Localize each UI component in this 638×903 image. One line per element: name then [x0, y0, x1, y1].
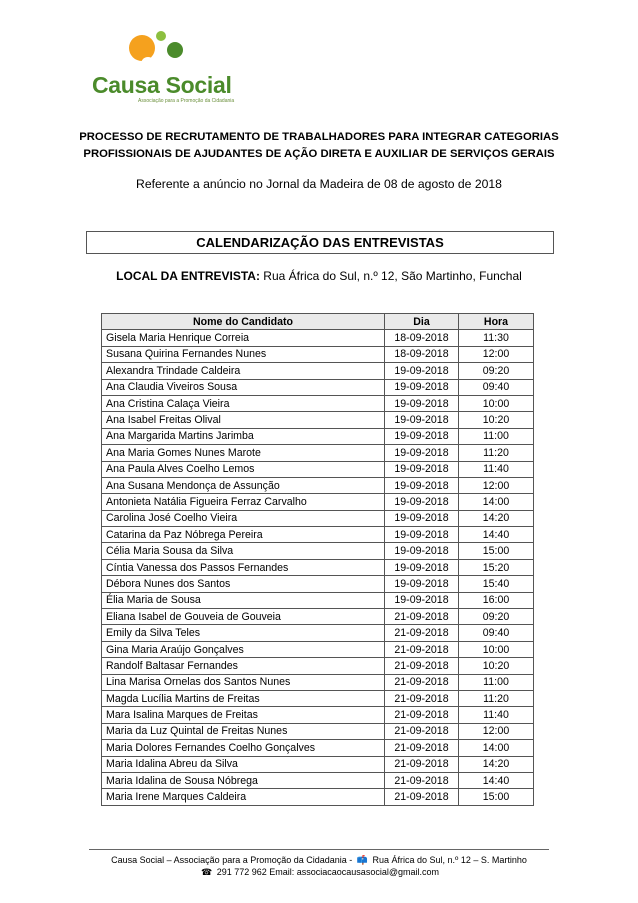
table-row: [102, 379, 534, 395]
interview-time: 14:00: [459, 740, 534, 756]
footer-address: Rua África do Sul, n.º 12 – S. Martinho: [370, 855, 527, 865]
interview-time: 11:20: [459, 445, 534, 461]
interview-time: 11:00: [459, 428, 534, 444]
interview-time: 14:40: [459, 527, 534, 543]
candidate-name: Ana Isabel Freitas Olival: [102, 412, 385, 428]
footer-association: Causa Social – Associação para a Promoção da Cidadania -: [111, 855, 355, 865]
column-header-name: Nome do Candidato: [102, 314, 385, 330]
interview-time: 10:20: [459, 658, 534, 674]
interview-day: 19-09-2018: [385, 477, 459, 493]
table-row: [102, 609, 534, 625]
table-row: [102, 658, 534, 674]
table-row: [102, 477, 534, 493]
candidate-name: Maria Idalina de Sousa Nóbrega: [102, 772, 385, 788]
causa-social-logo: [88, 28, 235, 110]
candidate-name: Gina Maria Araújo Gonçalves: [102, 641, 385, 657]
candidate-name: Élia Maria de Sousa: [102, 592, 385, 608]
interview-day: 21-09-2018: [385, 609, 459, 625]
table-header-row: [102, 314, 534, 330]
table-row: [102, 461, 534, 477]
interview-time: 14:40: [459, 772, 534, 788]
interview-time: 09:40: [459, 625, 534, 641]
table-row: [102, 428, 534, 444]
logo-name: Causa Social: [92, 72, 232, 98]
interview-day: 21-09-2018: [385, 625, 459, 641]
candidate-name: Maria Irene Marques Caldeira: [102, 789, 385, 805]
table-row: [102, 395, 534, 411]
interview-day: 21-09-2018: [385, 789, 459, 805]
interview-day: 21-09-2018: [385, 707, 459, 723]
interview-day: 21-09-2018: [385, 740, 459, 756]
table-row: [102, 494, 534, 510]
candidate-name: Ana Margarida Martins Jarimba: [102, 428, 385, 444]
interview-day: 18-09-2018: [385, 330, 459, 346]
interview-time: 09:20: [459, 609, 534, 625]
interview-day: 21-09-2018: [385, 674, 459, 690]
footer-line1: [60, 854, 578, 866]
interview-day: 19-09-2018: [385, 379, 459, 395]
interview-day: 21-09-2018: [385, 756, 459, 772]
candidate-name: Célia Maria Sousa da Silva: [102, 543, 385, 559]
column-header-time: Hora: [459, 314, 534, 330]
table-row: [102, 756, 534, 772]
table-row: [102, 527, 534, 543]
table-row: [102, 723, 534, 739]
candidate-name: Ana Paula Alves Coelho Lemos: [102, 461, 385, 477]
process-title-line1: PROCESSO DE RECRUTAMENTO DE TRABALHADORES PARA INTEGRAR CATEGORIAS: [79, 131, 559, 143]
table-row: [102, 592, 534, 608]
interview-time: 15:20: [459, 559, 534, 575]
interview-time: 12:00: [459, 477, 534, 493]
interview-day: 18-09-2018: [385, 346, 459, 362]
logo-small-green-circle: [156, 31, 166, 41]
footer-line2: [60, 866, 578, 878]
candidate-name: Cíntia Vanessa dos Passos Fernandes: [102, 559, 385, 575]
table-row: [102, 625, 534, 641]
interview-day: 19-09-2018: [385, 559, 459, 575]
table-row: [102, 674, 534, 690]
table-row: [102, 559, 534, 575]
logo-mark: [88, 28, 230, 78]
logo-tagline: Associação para a Promoção da Cidadania: [138, 98, 235, 104]
interview-time: 14:20: [459, 510, 534, 526]
candidate-name: Lina Marisa Ornelas dos Santos Nunes: [102, 674, 385, 690]
interview-time: 15:00: [459, 789, 534, 805]
candidate-name: Maria Idalina Abreu da Silva: [102, 756, 385, 772]
table-row: [102, 641, 534, 657]
mailbox-icon: 📫: [356, 855, 368, 865]
table-row: [102, 576, 534, 592]
candidate-name: Mara Isalina Marques de Freitas: [102, 707, 385, 723]
interview-day: 19-09-2018: [385, 592, 459, 608]
column-header-day: Dia: [385, 314, 459, 330]
interview-time: 14:20: [459, 756, 534, 772]
interview-time: 16:00: [459, 592, 534, 608]
reference-text: Referente a anúncio no Jornal da Madeira de 08 de agosto de 2018: [136, 177, 502, 191]
table-row: [102, 740, 534, 756]
interview-time: 09:20: [459, 363, 534, 379]
candidate-name: Ana Claudia Viveiros Sousa: [102, 379, 385, 395]
interview-day: 21-09-2018: [385, 772, 459, 788]
candidate-name: Maria da Luz Quintal de Freitas Nunes: [102, 723, 385, 739]
candidate-name: Ana Cristina Calaça Vieira: [102, 395, 385, 411]
table-row: [102, 445, 534, 461]
table-row: [102, 772, 534, 788]
interview-day: 19-09-2018: [385, 412, 459, 428]
footer-contact: 291 772 962 Email: associacaocausasocial@gmail.com: [214, 867, 439, 877]
interview-day: 19-09-2018: [385, 395, 459, 411]
interview-time: 10:00: [459, 395, 534, 411]
table-row: [102, 543, 534, 559]
footer-divider: [89, 849, 549, 850]
table-row: [102, 510, 534, 526]
interview-time: 11:00: [459, 674, 534, 690]
candidate-name: Maria Dolores Fernandes Coelho Gonçalves: [102, 740, 385, 756]
logo-green-circle: [167, 42, 183, 58]
logo-orange-circle: [129, 35, 155, 61]
interview-day: 21-09-2018: [385, 723, 459, 739]
interview-day: 19-09-2018: [385, 428, 459, 444]
interview-day: 19-09-2018: [385, 527, 459, 543]
location-label: LOCAL DA ENTREVISTA:: [116, 269, 260, 283]
table-row: [102, 707, 534, 723]
interview-day: 21-09-2018: [385, 690, 459, 706]
interview-day: 19-09-2018: [385, 543, 459, 559]
location-value: Rua África do Sul, n.º 12, São Martinho, Funchal: [259, 269, 522, 283]
interview-schedule-table: [101, 313, 534, 806]
interview-day: 21-09-2018: [385, 658, 459, 674]
table-row: [102, 330, 534, 346]
logo-white-circle: [141, 57, 155, 71]
candidate-name: Catarina da Paz Nóbrega Pereira: [102, 527, 385, 543]
table-row: [102, 363, 534, 379]
interview-time: 09:40: [459, 379, 534, 395]
phone-icon: ☎: [201, 867, 213, 877]
interview-time: 11:20: [459, 690, 534, 706]
interview-time: 12:00: [459, 346, 534, 362]
interview-day: 19-09-2018: [385, 445, 459, 461]
candidate-name: Magda Lucília Martins de Freitas: [102, 690, 385, 706]
table-row: [102, 789, 534, 805]
interview-time: 14:00: [459, 494, 534, 510]
interview-day: 19-09-2018: [385, 510, 459, 526]
interview-time: 11:40: [459, 707, 534, 723]
interview-location: [60, 269, 578, 283]
interview-time: 11:40: [459, 461, 534, 477]
candidate-name: Randolf Baltasar Fernandes: [102, 658, 385, 674]
interview-time: 10:20: [459, 412, 534, 428]
candidate-name: Ana Susana Mendonça de Assunção: [102, 477, 385, 493]
interview-time: 15:00: [459, 543, 534, 559]
interview-time: 12:00: [459, 723, 534, 739]
candidate-name: Emily da Silva Teles: [102, 625, 385, 641]
interview-day: 19-09-2018: [385, 576, 459, 592]
candidate-name: Ana Maria Gomes Nunes Marote: [102, 445, 385, 461]
interview-time: 11:30: [459, 330, 534, 346]
interview-day: 19-09-2018: [385, 494, 459, 510]
interview-day: 19-09-2018: [385, 363, 459, 379]
candidate-name: Gisela Maria Henrique Correia: [102, 330, 385, 346]
table-row: [102, 690, 534, 706]
candidate-name: Débora Nunes dos Santos: [102, 576, 385, 592]
process-title-line2: PROFISSIONAIS DE AJUDANTES DE AÇÃO DIRETA E AUXILIAR DE SERVIÇOS GERAIS: [83, 148, 555, 160]
interview-day: 19-09-2018: [385, 461, 459, 477]
table-row: [102, 346, 534, 362]
interview-time: 10:00: [459, 641, 534, 657]
calendar-title: CALENDARIZAÇÃO DAS ENTREVISTAS: [86, 231, 554, 254]
interview-day: 21-09-2018: [385, 641, 459, 657]
interview-time: 15:40: [459, 576, 534, 592]
candidate-name: Eliana Isabel de Gouveia de Gouveia: [102, 609, 385, 625]
candidate-name: Antonieta Natália Figueira Ferraz Carvalho: [102, 494, 385, 510]
candidate-name: Susana Quirina Fernandes Nunes: [102, 346, 385, 362]
candidate-name: Carolina José Coelho Vieira: [102, 510, 385, 526]
table-row: [102, 412, 534, 428]
candidate-name: Alexandra Trindade Caldeira: [102, 363, 385, 379]
